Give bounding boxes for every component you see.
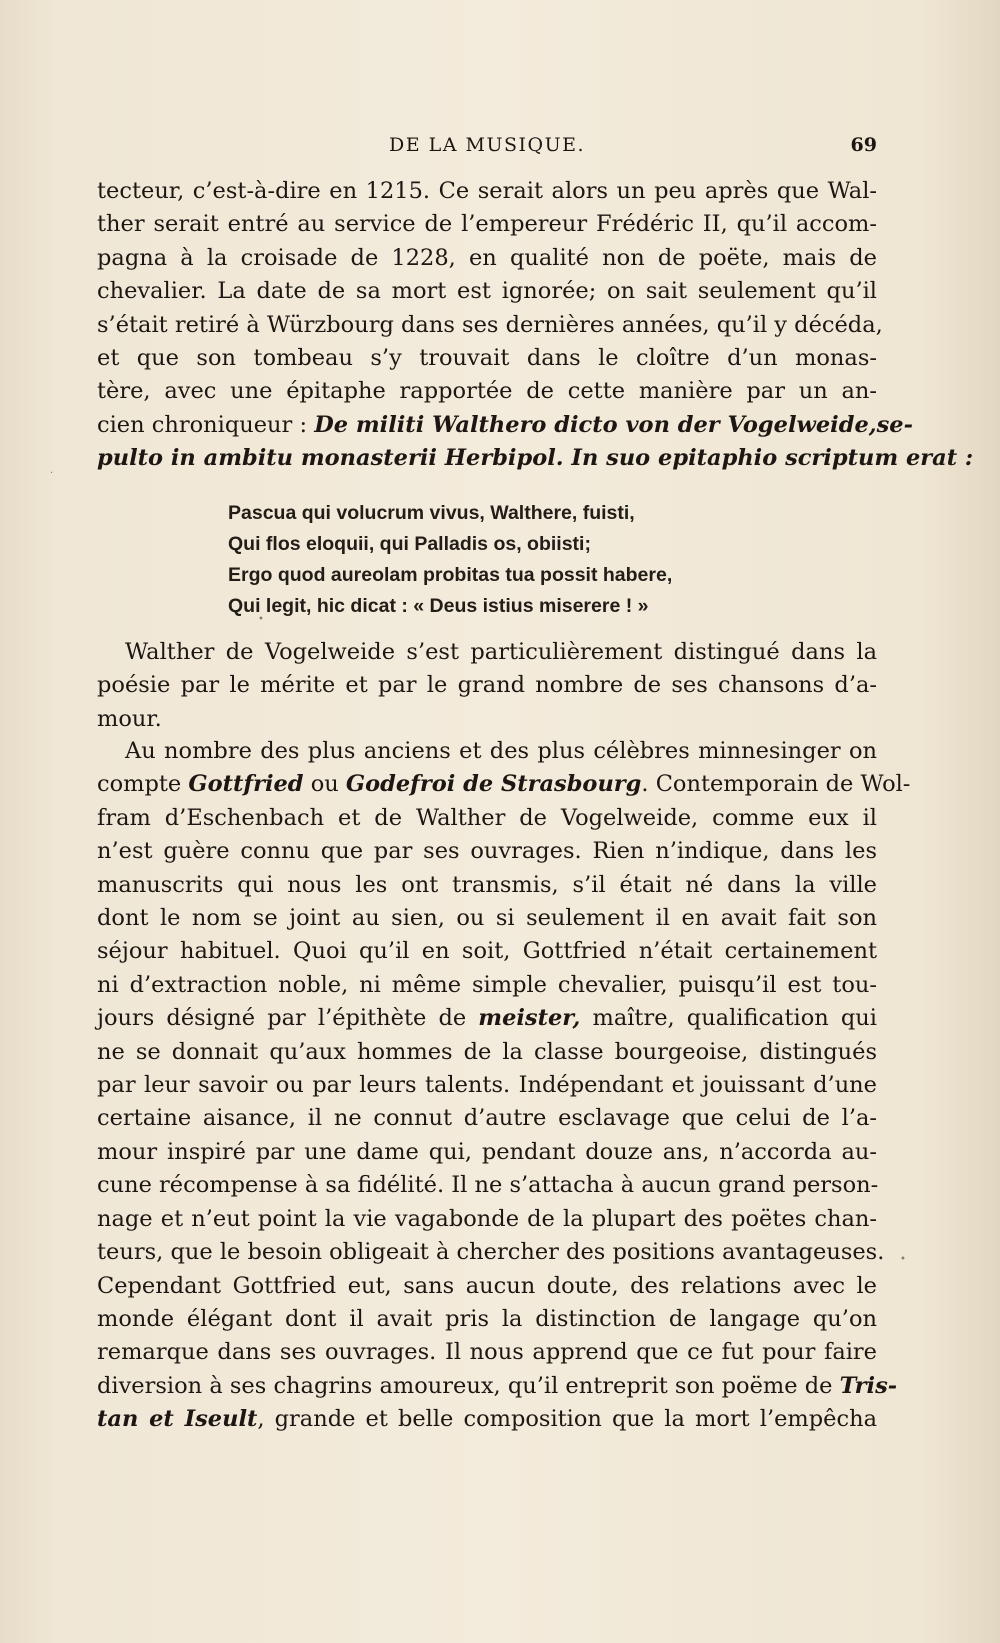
text-line: fram d’Eschenbach et de Walther de Vogelweide, comme eux il bbox=[97, 804, 877, 831]
verse-line: Pascua qui volucrum vivus, Walthere, fuisti, bbox=[228, 502, 635, 524]
paragraph-gottfried bbox=[97, 735, 911, 1437]
verse-line: Qui legit, hic dicat : « Deus istius miserere ! » bbox=[228, 595, 649, 617]
paragraph-walther-death bbox=[97, 175, 974, 476]
text-run: , grande et belle composition que la mort l’empêcha bbox=[257, 1406, 877, 1433]
text-line: poésie par le mérite et par le grand nombre de ses chansons d’a- bbox=[97, 672, 877, 699]
name-gottfried: Gottfried bbox=[188, 771, 304, 798]
latin-quote: De militi Walthero dicto von der Vogelweide,se- bbox=[314, 411, 913, 438]
text-line: dont le nom se joint au sien, ou si seulement il en avait fait son bbox=[97, 905, 877, 932]
paper-speck: • bbox=[900, 1254, 906, 1265]
text-run: . Contemporain de Wol- bbox=[641, 771, 911, 798]
text-run: jours désigné par l’épithète de bbox=[97, 1005, 479, 1032]
epitaph-verse bbox=[228, 498, 672, 622]
text-line: tère, avec une épitaphe rapportée de cette manière par un an- bbox=[97, 378, 877, 405]
title-tristan: tan et Iseult bbox=[97, 1406, 258, 1433]
paper-speck: • bbox=[258, 614, 264, 625]
text-line: pagna à la croisade de 1228, en qualité non de poëte, mais de bbox=[97, 244, 877, 271]
text-run: maître, qualification qui bbox=[580, 1005, 877, 1032]
text-line: Cependant Gottfried eut, sans aucun doute, des relations avec le bbox=[97, 1272, 877, 1299]
text-line: Au nombre des plus anciens et des plus célèbres minnesinger on bbox=[125, 738, 877, 764]
text-run: ou bbox=[303, 771, 346, 798]
paragraph-walther-poetry bbox=[97, 636, 877, 736]
text-line: teurs, que le besoin obligeait à chercher des positions avantageuses. bbox=[97, 1239, 885, 1266]
verse-line: Qui flos eloquii, qui Palladis os, obiisti; bbox=[228, 533, 591, 555]
text-line: s’était retiré à Würzbourg dans ses dernières années, qu’il y décéda, bbox=[97, 311, 883, 338]
text-line: mour inspiré par une dame qui, pendant douze ans, n’accorda au- bbox=[97, 1138, 877, 1165]
text-run: cien chroniqueur : bbox=[97, 411, 308, 438]
text-line bbox=[97, 1370, 898, 1403]
text-line: chevalier. La date de sa mort est ignorée; on sait seulement qu’il bbox=[97, 278, 877, 305]
latin-quote: pulto in ambitu monasterii Herbipol. In suo epitaphio scriptum erat : bbox=[97, 445, 974, 472]
page-number: 69 bbox=[850, 134, 877, 156]
name-godefroi: Godefroi de Strasbourg bbox=[345, 771, 642, 798]
text-line bbox=[97, 1403, 877, 1436]
text-line: et que son tombeau s’y trouvait dans le cloître d’un monas- bbox=[97, 345, 877, 372]
text-line: séjour habituel. Quoi qu’il en soit, Gottfried n’était certainement bbox=[97, 938, 877, 965]
text-line: manuscrits qui nous les ont transmis, s’il était né dans la ville bbox=[97, 871, 877, 898]
text-run: diversion à ses chagrins amoureux, qu’il entreprit son poëme de bbox=[97, 1372, 840, 1399]
title-tristan: Tris- bbox=[839, 1372, 898, 1399]
text-line: par leur savoir ou par leurs talents. Indépendant et jouissant d’une bbox=[97, 1072, 877, 1099]
text-line: n’est guère connu que par ses ouvrages. Rien n’indique, dans les bbox=[97, 838, 877, 865]
paper-speck: · bbox=[50, 468, 54, 479]
text-line: monde élégant dont il avait pris la distinction de langage qu’on bbox=[97, 1305, 877, 1332]
running-head-title: DE LA MUSIQUE. bbox=[388, 134, 585, 156]
text-line bbox=[97, 768, 911, 801]
text-line: Walther de Vogelweide s’est particulièrement distingué dans la bbox=[125, 639, 877, 665]
text-line: ni d’extraction noble, ni même simple chevalier, puisqu’il est tou- bbox=[97, 971, 877, 998]
text-line: nage et n’eut point la vie vagabonde de la plupart des poëtes chan- bbox=[97, 1205, 877, 1232]
text-run: compte bbox=[97, 771, 189, 798]
text-line bbox=[97, 442, 974, 475]
text-line: ther serait entré au service de l’empereur Frédéric II, qu’il accom- bbox=[97, 211, 877, 238]
term-meister: meister, bbox=[478, 1005, 581, 1032]
text-line bbox=[97, 409, 913, 442]
text-line: remarque dans ses ouvrages. Il nous apprend que ce fut pour faire bbox=[97, 1339, 877, 1366]
text-line bbox=[97, 1002, 877, 1035]
text-line: certaine aisance, il ne connut d’autre esclavage que celui de l’a- bbox=[97, 1105, 877, 1132]
verse-line: Ergo quod aureolam probitas tua possit habere, bbox=[228, 564, 673, 586]
text-line: cune récompense à sa fidélité. Il ne s’attacha à aucun grand person- bbox=[97, 1172, 879, 1199]
running-head bbox=[97, 134, 877, 162]
text-line: ne se donnait qu’aux hommes de la classe bourgeoise, distingués bbox=[97, 1038, 877, 1065]
text-line: mour. bbox=[97, 705, 162, 732]
text-line: tecteur, c’est-à-dire en 1215. Ce serait alors un peu après que Wal- bbox=[97, 178, 877, 204]
